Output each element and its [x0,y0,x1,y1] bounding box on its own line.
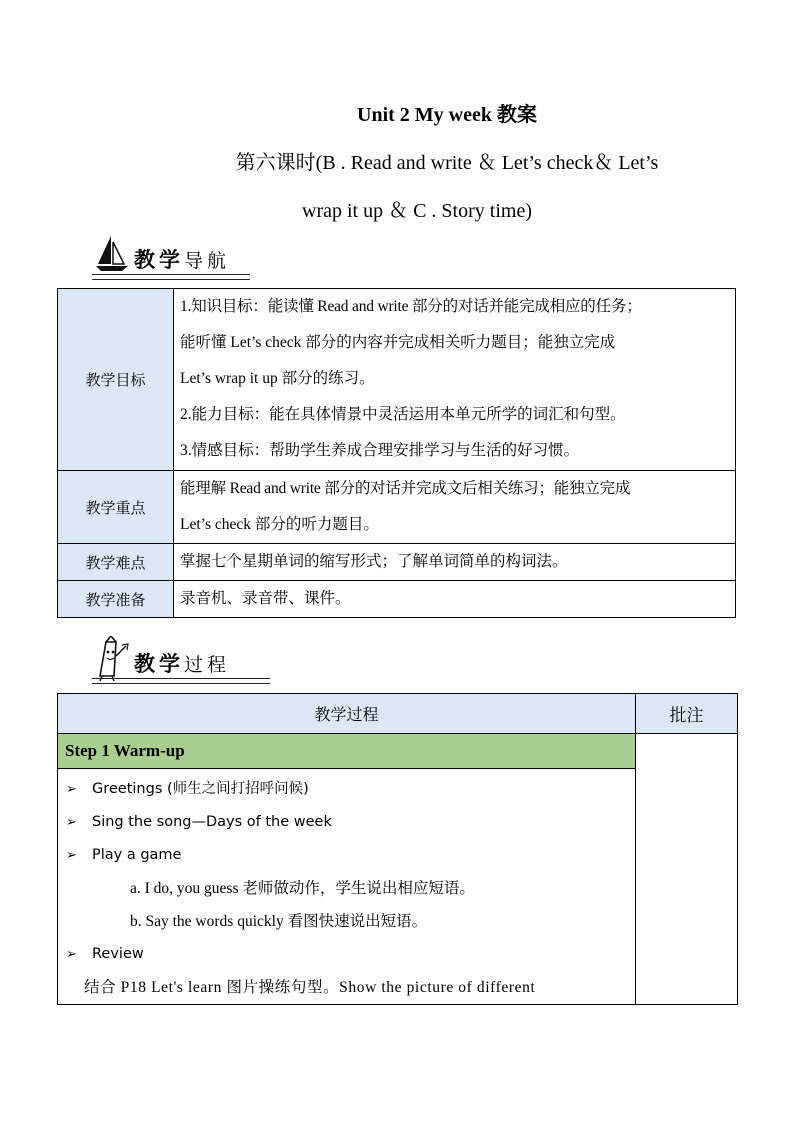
bullet-greetings-text: Greetings (师生之间打招呼问候) [92,781,309,797]
bullet-greetings [66,773,627,806]
navigation-heading [92,234,252,280]
process-heading-text [134,648,230,678]
goals-content-preparation [174,581,736,618]
goals-label-objectives: 教学目标 [58,289,174,471]
goals-row-objectives [58,289,736,471]
goals-content-key-points [174,471,736,544]
goals-label-preparation: 教学准备 [58,581,174,618]
navigation-heading-thin: 导航 [184,250,231,272]
process-heading-underline [92,678,270,684]
process-heading-bold: 教学 [134,652,184,676]
review-paragraph: 结合 P18 Let's learn 图片操练句型。Show the picture of different [84,979,536,996]
bullet-song-text: Sing the song—Days of the week [92,814,332,830]
sailboat-icon [94,234,130,274]
document-title: Unit 2 My week 教案 [357,104,537,126]
goals-row-preparation [58,581,736,618]
objectives-line-1: 1.知识目标：能读懂 Read and write 部分的对话并能完成相应的任务； [180,298,642,315]
objectives-line-2: 能听懂 Let’s check 部分的内容并完成相关听力题目；能独立完成 [180,334,616,351]
note-cell [636,734,738,1005]
process-header-note: 批注 [636,694,738,734]
bullet-game-text: Play a game [92,847,182,863]
key-points-line-1: 能理解 Read and write 部分的对话并完成文后相关练习；能独立完成 [180,480,631,497]
arrow-bullet-icon: ➢ [66,947,77,962]
goals-table [57,288,736,618]
bullet-game [66,839,627,872]
process-heading [92,638,272,684]
bullet-review-text: Review [92,946,144,962]
navigation-heading-bold: 教学 [134,248,184,272]
step-title: Step 1 Warm-up [58,734,636,769]
bullet-song [66,806,627,839]
process-step-row [58,734,738,769]
arrow-bullet-icon: ➢ [66,782,77,797]
process-header-main: 教学过程 [58,694,636,734]
goals-label-key-points: 教学重点 [58,471,174,544]
arrow-bullet-icon: ➢ [66,815,77,830]
process-heading-thin: 过程 [184,654,231,676]
objectives-line-4: 2.能力目标：能在具体情景中灵活运用本单元所学的词汇和句型。 [180,406,626,423]
key-points-line-2: Let’s check 部分的听力题目。 [180,516,379,533]
bullet-review [66,938,627,971]
process-table [57,693,738,1005]
objectives-line-5: 3.情感目标：帮助学生养成合理安排学习与生活的好习惯。 [180,442,580,459]
game-item-a: a. I do, you guess 老师做动作，学生说出相应短语。 [130,880,475,897]
goals-content-objectives [174,289,736,471]
goals-content-difficulties [174,544,736,581]
game-item-b: b. Say the words quickly 看图快速说出短语。 [130,913,428,930]
goals-row-key-points [58,471,736,544]
preparation-line-1: 录音机、录音带、课件。 [180,590,351,607]
document-subtitle-line1: 第六课时(B . Read and write ＆ Let’s check＆ Let’s [235,152,659,174]
step-body [58,769,636,1005]
process-header-row [58,694,738,734]
document-subtitle-line2: wrap it up ＆ C . Story time) [302,200,532,222]
difficulties-line-1: 掌握七个星期单词的缩写形式；了解单词简单的构词法。 [180,553,568,570]
pencil-character-icon [92,636,132,682]
goals-row-difficulties [58,544,736,581]
objectives-line-3: Let’s wrap it up 部分的练习。 [180,370,375,387]
navigation-heading-underline [92,274,250,280]
goals-label-difficulties: 教学难点 [58,544,174,581]
navigation-heading-text [134,244,230,274]
arrow-bullet-icon: ➢ [66,848,77,863]
